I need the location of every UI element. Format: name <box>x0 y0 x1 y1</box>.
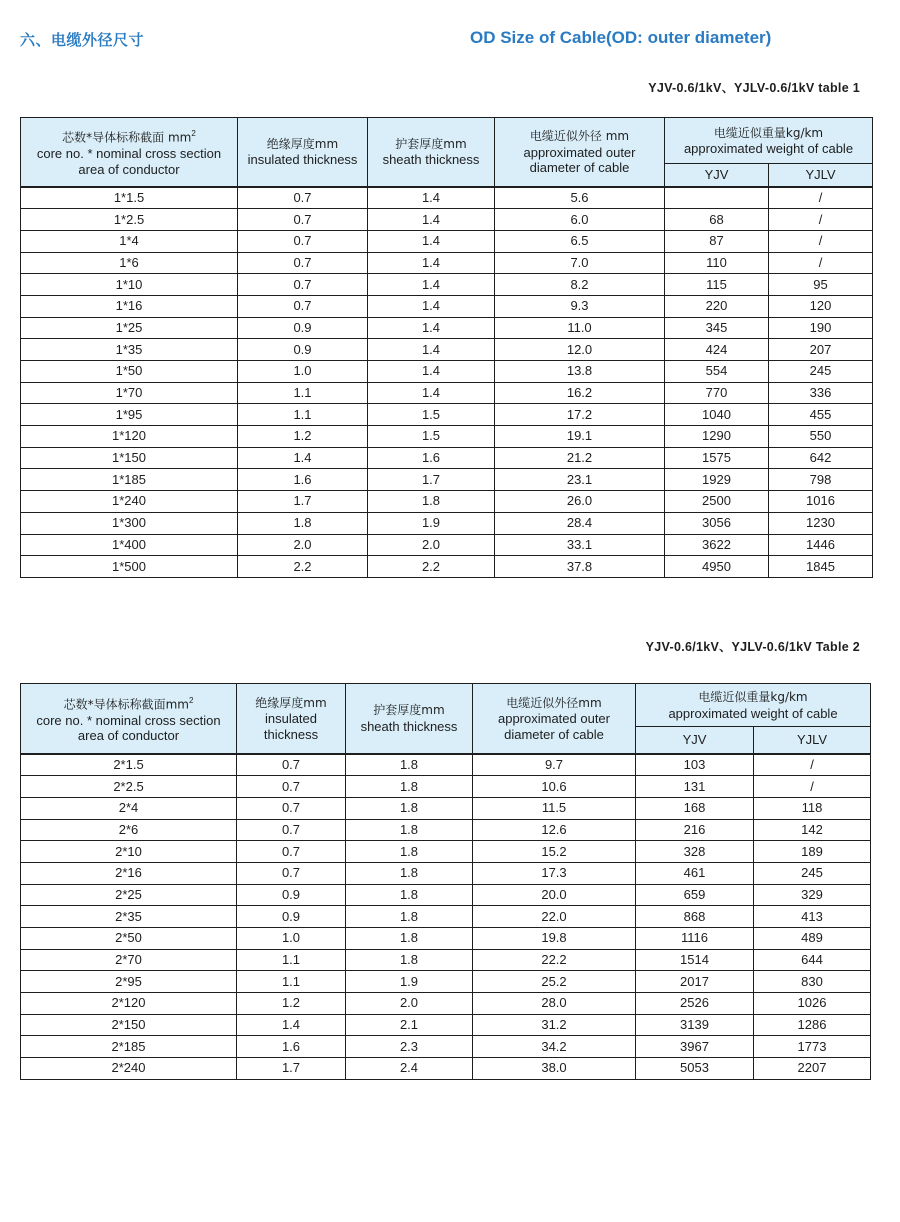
table2-caption <box>646 638 860 655</box>
cell-sheath: 1.8 <box>346 797 473 819</box>
cell-core-size: 1*300 <box>21 512 238 534</box>
cell-core-size: 2*185 <box>21 1036 237 1058</box>
cell-sheath: 1.8 <box>346 949 473 971</box>
cell-core-size: 1*2.5 <box>21 209 238 231</box>
table-row <box>21 1036 871 1058</box>
table-row <box>21 556 873 578</box>
cell-weight-yjlv: 336 <box>769 382 873 404</box>
table-row <box>21 971 871 993</box>
cell-core-size: 2*50 <box>21 928 237 950</box>
table2-header-insulation-en1: insulated <box>264 711 318 726</box>
cell-insulation: 0.7 <box>237 797 346 819</box>
table2-header-core-en2: area of conductor <box>77 728 180 744</box>
table-row <box>21 187 873 209</box>
cell-insulation: 1.2 <box>237 993 346 1015</box>
cell-outer-diameter: 5.6 <box>495 187 665 209</box>
table1-header-insulation-cn: 绝缘厚度mm <box>266 136 339 151</box>
cell-core-size: 2*1.5 <box>21 754 237 776</box>
table-row <box>21 862 871 884</box>
table-row <box>21 884 871 906</box>
cell-core-size: 2*240 <box>21 1058 237 1080</box>
table2-caption-right: YJLV-0.6/1kV Table 2 <box>731 640 860 654</box>
table2-header-weight-en: approximated weight of cable <box>668 705 838 721</box>
cell-insulation: 0.7 <box>237 819 346 841</box>
cell-outer-diameter: 9.3 <box>495 295 665 317</box>
cell-weight-yjv: 110 <box>665 252 769 274</box>
cell-weight-yjlv: 118 <box>754 797 871 819</box>
cell-weight-yjlv: 1446 <box>769 534 873 556</box>
table1-caption-left: YJV-0.6/1kV <box>648 81 722 95</box>
cell-weight-yjv: 868 <box>636 906 754 928</box>
cell-core-size: 2*10 <box>21 841 237 863</box>
cell-sheath: 2.0 <box>368 534 495 556</box>
cell-outer-diameter: 6.0 <box>495 209 665 231</box>
cell-outer-diameter: 6.5 <box>495 230 665 252</box>
table-row <box>21 841 871 863</box>
cell-sheath: 1.6 <box>368 447 495 469</box>
cell-outer-diameter: 19.1 <box>495 426 665 448</box>
cell-core-size: 2*150 <box>21 1014 237 1036</box>
table2-caption-separator: 、 <box>719 640 732 654</box>
cell-core-size: 2*95 <box>21 971 237 993</box>
cell-outer-diameter: 28.0 <box>473 993 636 1015</box>
cell-outer-diameter: 10.6 <box>473 776 636 798</box>
cell-weight-yjv: 103 <box>636 754 754 776</box>
cell-sheath: 1.8 <box>346 928 473 950</box>
cell-core-size: 1*240 <box>21 491 238 513</box>
cell-weight-yjv: 3622 <box>665 534 769 556</box>
table-row <box>21 382 873 404</box>
table2-header-od-cn: 电缆近似外径mm <box>506 695 602 710</box>
table-row <box>21 447 873 469</box>
table2-header-weight-cn: 电缆近似重量kg/km <box>698 690 808 704</box>
cell-weight-yjlv: 207 <box>769 339 873 361</box>
table-row <box>21 274 873 296</box>
cell-insulation: 0.7 <box>238 230 368 252</box>
cell-insulation: 0.7 <box>238 209 368 231</box>
cell-weight-yjlv: 245 <box>754 862 871 884</box>
cell-weight-yjv: 68 <box>665 209 769 231</box>
cell-sheath: 1.4 <box>368 339 495 361</box>
table-row <box>21 819 871 841</box>
cell-outer-diameter: 16.2 <box>495 382 665 404</box>
cell-outer-diameter: 31.2 <box>473 1014 636 1036</box>
table-row <box>21 426 873 448</box>
table2-header-yjlv: YJLV <box>754 727 871 754</box>
cell-sheath: 2.4 <box>346 1058 473 1080</box>
table2-header-weight <box>636 684 871 727</box>
page-title-chinese: 六、电缆外径尺寸 <box>20 31 145 49</box>
cell-weight-yjlv: 455 <box>769 404 873 426</box>
cell-core-size: 1*70 <box>21 382 238 404</box>
cell-outer-diameter: 33.1 <box>495 534 665 556</box>
table1-header-outer-diameter <box>495 118 665 187</box>
table2-header-core-sup: 2 <box>188 695 194 705</box>
cell-weight-yjlv: 413 <box>754 906 871 928</box>
table2-caption-left: YJV-0.6/1kV <box>645 640 720 654</box>
cell-sheath: 1.9 <box>346 971 473 993</box>
cell-insulation: 0.7 <box>237 862 346 884</box>
cell-outer-diameter: 12.6 <box>473 819 636 841</box>
cell-sheath: 1.4 <box>368 187 495 209</box>
cell-sheath: 1.4 <box>368 317 495 339</box>
table2-header-core-en1: core no. * nominal cross section <box>36 712 221 728</box>
table2-header-sheath-cn: 护套厚度mm <box>373 703 445 718</box>
table-row <box>21 317 873 339</box>
cell-insulation: 2.2 <box>238 556 368 578</box>
cell-core-size: 1*6 <box>21 252 238 274</box>
table2-header-insulation-en2: thickness <box>263 726 319 742</box>
table1-header-od-en1: approximated outer <box>523 144 636 160</box>
table1-header-core <box>21 118 238 187</box>
cell-weight-yjlv: 489 <box>754 928 871 950</box>
table1-header-insulation-en: insulated thickness <box>247 152 358 168</box>
cell-weight-yjlv: 95 <box>769 274 873 296</box>
table2 <box>20 683 871 1080</box>
table-row <box>21 797 871 819</box>
cell-outer-diameter: 19.8 <box>473 928 636 950</box>
cell-weight-yjlv: 830 <box>754 971 871 993</box>
cell-weight-yjv: 131 <box>636 776 754 798</box>
table2-header-insulation-cn: 绝缘厚度mm <box>255 695 327 710</box>
cell-outer-diameter: 13.8 <box>495 361 665 383</box>
table-row <box>21 534 873 556</box>
cell-weight-yjlv: / <box>769 187 873 209</box>
cell-weight-yjv: 770 <box>665 382 769 404</box>
cell-outer-diameter: 37.8 <box>495 556 665 578</box>
table2-header-core <box>21 684 237 754</box>
cell-sheath: 2.0 <box>346 993 473 1015</box>
cell-outer-diameter: 11.5 <box>473 797 636 819</box>
cell-weight-yjv: 216 <box>636 819 754 841</box>
cell-weight-yjv: 345 <box>665 317 769 339</box>
cell-insulation: 1.4 <box>237 1014 346 1036</box>
table-row <box>21 928 871 950</box>
table2-body <box>21 754 871 1080</box>
cell-sheath: 1.4 <box>368 361 495 383</box>
table-row <box>21 295 873 317</box>
cell-weight-yjv: 1116 <box>636 928 754 950</box>
cell-sheath: 1.4 <box>368 274 495 296</box>
cell-weight-yjv: 1040 <box>665 404 769 426</box>
table1-header-od-cn: 电缆近似外径 mm <box>529 129 630 143</box>
cell-weight-yjlv: 1016 <box>769 491 873 513</box>
cell-sheath: 1.5 <box>368 426 495 448</box>
cell-weight-yjv: 3056 <box>665 512 769 534</box>
cell-weight-yjlv: / <box>769 230 873 252</box>
cell-insulation: 1.1 <box>237 971 346 993</box>
cell-outer-diameter: 17.3 <box>473 862 636 884</box>
cell-core-size: 2*120 <box>21 993 237 1015</box>
cell-weight-yjv: 1929 <box>665 469 769 491</box>
cell-outer-diameter: 23.1 <box>495 469 665 491</box>
table2-header-outer-diameter <box>473 684 636 754</box>
cell-weight-yjlv: 120 <box>769 295 873 317</box>
table2-header-sheath-en: sheath thickness <box>360 718 458 734</box>
cell-core-size: 1*185 <box>21 469 238 491</box>
cell-outer-diameter: 11.0 <box>495 317 665 339</box>
cell-insulation: 1.7 <box>237 1058 346 1080</box>
cell-insulation: 1.8 <box>238 512 368 534</box>
cell-insulation: 2.0 <box>238 534 368 556</box>
table-row <box>21 491 873 513</box>
cell-weight-yjv: 554 <box>665 361 769 383</box>
table1-header-weight-cn: 电缆近似重量kg/km <box>713 125 824 140</box>
cell-insulation: 0.9 <box>238 317 368 339</box>
table-row <box>21 993 871 1015</box>
cell-insulation: 0.7 <box>237 841 346 863</box>
table1-header-core-sup: 2 <box>191 129 196 139</box>
cell-weight-yjv: 424 <box>665 339 769 361</box>
cell-outer-diameter: 25.2 <box>473 971 636 993</box>
cell-core-size: 1*10 <box>21 274 238 296</box>
cell-insulation: 0.7 <box>238 274 368 296</box>
cell-core-size: 1*150 <box>21 447 238 469</box>
cell-weight-yjlv: 329 <box>754 884 871 906</box>
cell-weight-yjv: 5053 <box>636 1058 754 1080</box>
cell-weight-yjv: 461 <box>636 862 754 884</box>
cell-sheath: 2.3 <box>346 1036 473 1058</box>
cell-weight-yjv: 3139 <box>636 1014 754 1036</box>
cell-weight-yjlv: 1230 <box>769 512 873 534</box>
cell-weight-yjlv: 245 <box>769 361 873 383</box>
cell-outer-diameter: 7.0 <box>495 252 665 274</box>
table-row <box>21 252 873 274</box>
table-row <box>21 1014 871 1036</box>
table2-header-od-en2: diameter of cable <box>504 726 604 742</box>
cell-outer-diameter: 15.2 <box>473 841 636 863</box>
cell-weight-yjlv: 642 <box>769 447 873 469</box>
page-title-english: OD Size of Cable(OD: outer diameter) <box>470 28 772 47</box>
cell-insulation: 0.7 <box>237 776 346 798</box>
cell-weight-yjlv: 1773 <box>754 1036 871 1058</box>
cell-weight-yjlv: 1286 <box>754 1014 871 1036</box>
cell-weight-yjlv: 189 <box>754 841 871 863</box>
table1-header-weight <box>665 118 873 164</box>
cell-weight-yjv: 115 <box>665 274 769 296</box>
cell-weight-yjv: 3967 <box>636 1036 754 1058</box>
cell-sheath: 1.4 <box>368 252 495 274</box>
cell-weight-yjlv: / <box>769 209 873 231</box>
cell-weight-yjv: 87 <box>665 230 769 252</box>
cell-sheath: 1.7 <box>368 469 495 491</box>
table-row <box>21 949 871 971</box>
cell-weight-yjlv: 1845 <box>769 556 873 578</box>
table1-header-yjv: YJV <box>665 164 769 187</box>
cell-insulation: 0.7 <box>238 187 368 209</box>
cell-insulation: 0.9 <box>238 339 368 361</box>
table1-header-sheath-en: sheath thickness <box>382 152 480 168</box>
cell-outer-diameter: 12.0 <box>495 339 665 361</box>
cell-insulation: 0.7 <box>238 252 368 274</box>
table1-header-weight-en: approximated weight of cable <box>683 141 854 156</box>
cell-insulation: 1.1 <box>238 404 368 426</box>
table-row <box>21 754 871 776</box>
table-row <box>21 339 873 361</box>
cell-sheath: 1.8 <box>346 862 473 884</box>
cell-weight-yjv: 2017 <box>636 971 754 993</box>
cell-weight-yjv: 4950 <box>665 556 769 578</box>
cell-core-size: 1*16 <box>21 295 238 317</box>
cell-weight-yjv: 659 <box>636 884 754 906</box>
cell-weight-yjv: 1514 <box>636 949 754 971</box>
cell-weight-yjv: 1575 <box>665 447 769 469</box>
table-row <box>21 469 873 491</box>
table1-caption-separator: 、 <box>721 81 735 95</box>
cell-sheath: 1.4 <box>368 382 495 404</box>
table1-caption-right: YJLV-0.6/1kV table 1 <box>734 81 860 95</box>
cell-outer-diameter: 26.0 <box>495 491 665 513</box>
cell-core-size: 1*95 <box>21 404 238 426</box>
cell-insulation: 1.0 <box>237 928 346 950</box>
cell-outer-diameter: 8.2 <box>495 274 665 296</box>
table-row <box>21 230 873 252</box>
cell-core-size: 1*1.5 <box>21 187 238 209</box>
table1-header-od-en2: diameter of cable <box>529 160 630 175</box>
cell-core-size: 1*25 <box>21 317 238 339</box>
cell-core-size: 2*4 <box>21 797 237 819</box>
cell-outer-diameter: 9.7 <box>473 754 636 776</box>
cell-sheath: 2.1 <box>346 1014 473 1036</box>
cell-weight-yjv: 328 <box>636 841 754 863</box>
cell-core-size: 2*2.5 <box>21 776 237 798</box>
cell-weight-yjlv: 1026 <box>754 993 871 1015</box>
cell-weight-yjv: 1290 <box>665 426 769 448</box>
cell-core-size: 1*400 <box>21 534 238 556</box>
cell-insulation: 0.9 <box>237 906 346 928</box>
cell-insulation: 0.7 <box>238 295 368 317</box>
cell-weight-yjlv: / <box>769 252 873 274</box>
table1-header-yjlv: YJLV <box>769 164 873 187</box>
cell-weight-yjlv: 798 <box>769 469 873 491</box>
table2-header-sheath <box>346 684 473 754</box>
table2-header-insulation <box>237 684 346 754</box>
cell-weight-yjlv: 190 <box>769 317 873 339</box>
cell-outer-diameter: 20.0 <box>473 884 636 906</box>
cell-sheath: 1.8 <box>346 819 473 841</box>
cell-sheath: 1.9 <box>368 512 495 534</box>
cell-outer-diameter: 22.0 <box>473 906 636 928</box>
cell-sheath: 1.8 <box>346 776 473 798</box>
table2-header-od-en1: approximated outer <box>497 711 610 726</box>
cell-sheath: 1.4 <box>368 209 495 231</box>
cell-sheath: 1.4 <box>368 230 495 252</box>
cell-insulation: 1.2 <box>238 426 368 448</box>
cell-core-size: 1*50 <box>21 361 238 383</box>
table1-header-sheath-cn: 护套厚度mm <box>395 136 467 151</box>
table-row <box>21 209 873 231</box>
cell-weight-yjlv: / <box>754 776 871 798</box>
table2-header-yjv: YJV <box>636 727 754 754</box>
cell-insulation: 1.1 <box>237 949 346 971</box>
table-row <box>21 404 873 426</box>
table1-header-core-en2: area of conductor <box>78 161 180 177</box>
cell-sheath: 1.8 <box>346 906 473 928</box>
cell-sheath: 1.5 <box>368 404 495 426</box>
table1-header-insulation <box>238 118 368 187</box>
cell-weight-yjv <box>665 187 769 209</box>
table2-header-core-cn: 芯数*导体标称截面mm <box>63 697 189 712</box>
cell-weight-yjv: 168 <box>636 797 754 819</box>
cell-insulation: 1.7 <box>238 491 368 513</box>
cell-outer-diameter: 22.2 <box>473 949 636 971</box>
cell-weight-yjlv: 550 <box>769 426 873 448</box>
table1-header-core-en1: core no. * nominal cross section <box>36 146 222 162</box>
table1-caption <box>648 79 860 96</box>
cell-insulation: 1.1 <box>238 382 368 404</box>
cell-weight-yjlv: 142 <box>754 819 871 841</box>
cell-insulation: 1.6 <box>238 469 368 491</box>
table-row <box>21 512 873 534</box>
table1 <box>20 117 873 578</box>
cell-weight-yjlv: / <box>754 754 871 776</box>
cell-core-size: 1*4 <box>21 230 238 252</box>
table1-header-sheath <box>368 118 495 187</box>
cell-insulation: 0.7 <box>237 754 346 776</box>
table-row <box>21 361 873 383</box>
table-row <box>21 776 871 798</box>
cell-insulation: 1.4 <box>238 447 368 469</box>
cell-weight-yjlv: 644 <box>754 949 871 971</box>
cell-weight-yjlv: 2207 <box>754 1058 871 1080</box>
cell-core-size: 1*120 <box>21 426 238 448</box>
cell-core-size: 2*6 <box>21 819 237 841</box>
cell-outer-diameter: 17.2 <box>495 404 665 426</box>
cell-weight-yjv: 220 <box>665 295 769 317</box>
cell-outer-diameter: 28.4 <box>495 512 665 534</box>
cell-insulation: 1.6 <box>237 1036 346 1058</box>
cell-core-size: 2*16 <box>21 862 237 884</box>
cell-core-size: 2*25 <box>21 884 237 906</box>
cell-core-size: 2*70 <box>21 949 237 971</box>
cell-sheath: 1.8 <box>346 884 473 906</box>
cell-weight-yjv: 2500 <box>665 491 769 513</box>
cell-outer-diameter: 21.2 <box>495 447 665 469</box>
cell-sheath: 2.2 <box>368 556 495 578</box>
cell-sheath: 1.8 <box>346 754 473 776</box>
cell-insulation: 0.9 <box>237 884 346 906</box>
cell-sheath: 1.4 <box>368 295 495 317</box>
cell-weight-yjv: 2526 <box>636 993 754 1015</box>
table1-body <box>21 187 873 578</box>
cell-sheath: 1.8 <box>346 841 473 863</box>
cell-core-size: 1*35 <box>21 339 238 361</box>
cell-core-size: 1*500 <box>21 556 238 578</box>
cell-sheath: 1.8 <box>368 491 495 513</box>
table-row <box>21 906 871 928</box>
table-row <box>21 1058 871 1080</box>
cell-core-size: 2*35 <box>21 906 237 928</box>
table1-header-core-cn: 芯数*导体标称截面 mm <box>62 130 192 145</box>
cell-outer-diameter: 38.0 <box>473 1058 636 1080</box>
cell-outer-diameter: 34.2 <box>473 1036 636 1058</box>
cell-insulation: 1.0 <box>238 361 368 383</box>
